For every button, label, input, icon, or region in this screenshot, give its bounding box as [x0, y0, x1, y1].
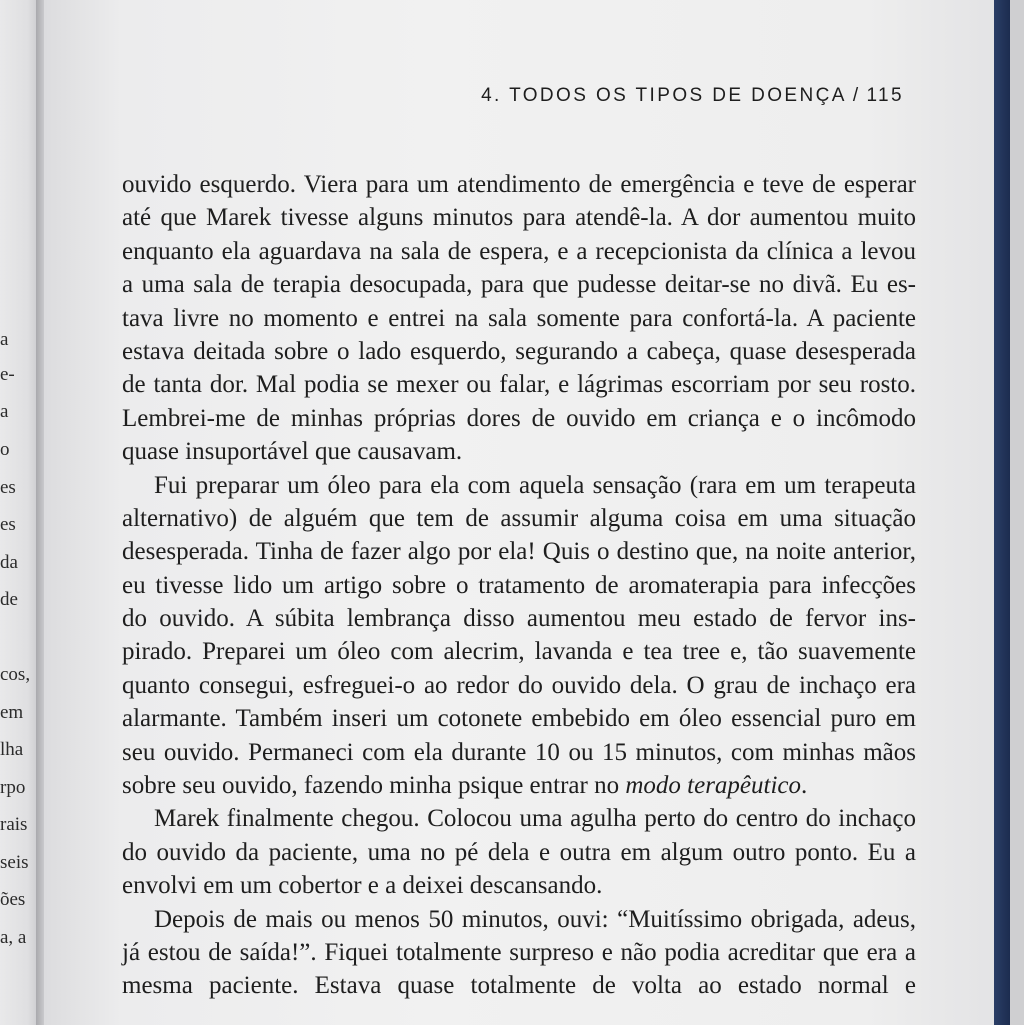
- text-line: seu ouvido. Permaneci com ela durante 10 ou 15 minutos, com minhas mãos: [122, 738, 916, 766]
- facing-page-fragment: o: [0, 439, 10, 460]
- text-line: pirado. Preparei um óleo com alecrim, lavanda e tea tree e, tão suavemente: [122, 638, 916, 666]
- text-line: do ouvido da paciente, uma no pé dela e outra em algum outro ponto. Eu a: [122, 838, 916, 866]
- text-line: até que Marek tivesse alguns minutos para atendê-la. A dor aumentou muito: [122, 204, 916, 232]
- text-line: envolvi em um cobertor e a deixei descansando.: [122, 872, 603, 900]
- paragraph: [122, 802, 916, 902]
- facing-page-fragment: a, a: [0, 927, 27, 948]
- page-number: 115: [866, 85, 904, 106]
- text-line: já estou de saída!”. Fiquei totalmente surpreso e não podia acreditar que era a: [122, 938, 916, 966]
- italic-term: modo terapêutico: [625, 772, 802, 800]
- facing-page-fragment: de: [0, 589, 18, 610]
- facing-page-fragment: seis: [0, 852, 29, 873]
- text-line: de tanta dor. Mal podia se mexer ou falar, e lágrimas escorriam por seu rosto.: [122, 371, 916, 399]
- facing-page-fragment: es: [0, 477, 16, 498]
- text-line: Lembrei-me de minhas próprias dores de ouvido em criança e o incômodo: [122, 404, 916, 432]
- book-cover-edge: [994, 0, 1010, 1025]
- text-line: quanto consegui, esfreguei-o ao redor do ouvido dela. O grau de inchaço era: [122, 671, 916, 699]
- facing-page-fragment: e-: [0, 364, 15, 385]
- facing-page-fragment: rais: [0, 814, 28, 835]
- text-line: estava deitada sobre o lado esquerdo, segurando a cabeça, quase desesperada: [122, 337, 916, 365]
- text-line: enquanto ela aguardava na sala de espera, e a recepcionista da clínica a levou: [122, 237, 916, 265]
- text-line: do ouvido. A súbita lembrança disso aumentou meu estado de fervor ins-: [122, 605, 916, 633]
- paragraph: [122, 469, 916, 803]
- text-line: tava livre no momento e entrei na sala somente para confortá-la. A paciente: [122, 304, 916, 332]
- facing-page-fragment: lha: [0, 739, 24, 760]
- chapter-title: 4. TODOS OS TIPOS DE DOENÇA: [481, 85, 847, 106]
- facing-page-fragment: da: [0, 552, 18, 573]
- paragraph: [122, 168, 916, 469]
- text-run: .: [801, 772, 808, 800]
- text-line: ouvido esquerdo. Viera para um atendimento de emergência e teve de esperar: [122, 171, 916, 198]
- text-line: Fui preparar um óleo para ela com aquela sensação (rara em um terapeuta: [154, 471, 916, 499]
- facing-page-edge: [0, 0, 40, 1025]
- text-line: desesperada. Tinha de fazer algo por ela! Quis o destino que, na noite anterior,: [122, 538, 916, 566]
- text-line: alarmante. Também inseri um cotonete embebido em óleo essencial puro em: [122, 705, 916, 733]
- text-line: eu tivesse lido um artigo sobre o tratamento de aromaterapia para infecções: [122, 571, 916, 599]
- text-line: Depois de mais ou menos 50 minutos, ouvi: “Muitíssimo obrigada, adeus,: [154, 905, 916, 933]
- text-line: Marek finalmente chegou. Colocou uma agulha perto do centro do inchaço: [154, 805, 916, 833]
- text-line: [122, 769, 916, 802]
- text-line: quase insuportável que causavam.: [122, 438, 463, 466]
- header-separator: /: [852, 85, 861, 106]
- text-line: mesma paciente. Estava quase totalmente de volta ao estado normal e: [122, 972, 916, 1000]
- facing-page-fragment: es: [0, 514, 16, 535]
- text-run: sobre seu ouvido, fazendo minha psique entrar no: [122, 772, 626, 800]
- text-line: a uma sala de terapia desocupada, para que pudesse deitar-se no divã. Eu es-: [122, 271, 916, 299]
- running-header: [481, 85, 904, 107]
- body-text: [122, 168, 916, 1003]
- paragraph: [122, 903, 916, 1003]
- facing-page-fragment: cos,: [0, 664, 31, 685]
- facing-page-fragment: a: [0, 329, 9, 350]
- facing-page-fragment: a: [0, 401, 9, 422]
- facing-page-fragment: ões: [0, 889, 26, 910]
- facing-page-fragment: rpo: [0, 777, 26, 798]
- text-line: alternativo) de alguém que tem de assumir alguma coisa em uma situação: [122, 504, 916, 532]
- facing-page-fragment: em: [0, 702, 24, 723]
